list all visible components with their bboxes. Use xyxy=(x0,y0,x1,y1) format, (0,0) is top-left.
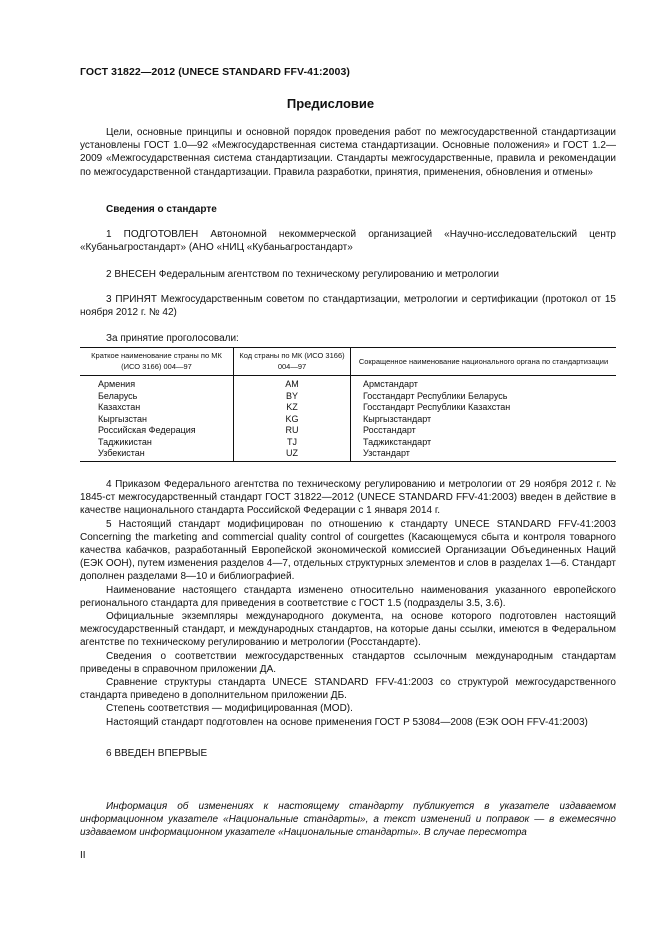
country-cell: Армения xyxy=(98,379,136,389)
intro-block xyxy=(80,126,616,179)
country-cell: Узбекистан xyxy=(80,448,234,461)
vote-label-block xyxy=(80,332,616,345)
code-cell: RU xyxy=(234,425,351,437)
country-cell: Таджикистан xyxy=(98,436,152,447)
section-title: Сведения о стандарте xyxy=(106,204,217,215)
body-cell: Армстандарт xyxy=(351,376,617,391)
paragraph-1: 1 ПОДГОТОВЛЕН Автономной некоммерческой организацией «Научно-исследовательский центр «Кубаньагростандарт» (АНО «НИЦ «Кубаньагростандарт» xyxy=(80,229,616,254)
paragraph-4: 4 Приказом Федерального агентства по техническому регулированию и метрологии от 29 ноября 2012 г. № 1845-ст межгосударственный стандарт ГОСТ 31822—2012 (UNECE STANDARD FFV-41:2003) введен в действие в качестве национального стандарта Российской Федерации с 1 января 2014 г. xyxy=(80,479,616,517)
table-row xyxy=(80,391,616,403)
country-cell: Кыргызстан xyxy=(98,413,147,424)
table-row xyxy=(80,448,616,461)
page-number: II xyxy=(80,850,86,861)
items-continued xyxy=(80,478,616,729)
body-cell: Узстандарт xyxy=(351,448,617,461)
code-cell: KZ xyxy=(234,402,351,414)
code-cell: KG xyxy=(234,414,351,426)
paragraph-2: 2 ВНЕСЕН Федеральным агентством по техническому регулированию и метрологии xyxy=(106,269,499,280)
header-body: Сокращенное наименование национального органа по стандартизации xyxy=(351,348,617,376)
paragraph-5a: Наименование настоящего стандарта изменено относительно наименования указанного европейского регионального стандарта для приведения в соответствие с ГОСТ 1.5 (подразделы 3.5, 3.6). xyxy=(80,584,616,609)
table-row xyxy=(80,376,616,391)
country-cell: Беларусь xyxy=(98,390,138,401)
item-3 xyxy=(80,293,616,319)
paragraph-5b: Официальные экземпляры международного документа, на основе которого подготовлен настоящий межгосударственный стандарт, и международных стандартов, на которые даны ссылки, имеются в Федеральном агентстве по техническому регулированию и метрологии (Росстандарте). xyxy=(80,611,616,649)
vote-label: За принятие проголосовали: xyxy=(106,333,239,344)
item-2 xyxy=(80,268,616,281)
table-row xyxy=(80,437,616,449)
table-row xyxy=(80,402,616,414)
body-cell: Кыргызстандарт xyxy=(351,414,617,426)
body-cell: Госстандарт Республики Казахстан xyxy=(351,402,617,414)
page-title: Предисловие xyxy=(286,96,375,111)
body-cell: Госстандарт Республики Беларусь xyxy=(351,391,617,403)
intro-paragraph: Цели, основные принципы и основной порядок проведения работ по межгосударственной стандартизации установлены ГОСТ 1.0—92 «Межгосударственная система стандартизации. Основные положения» и ГОСТ 1.2—2009 «Межгосударственная система стандартизации. Стандарты межгосударственные, правила и рекомендации по межгосударственной стандартизации. Правила разработки, принятия, применения, обновления и отмены» xyxy=(80,127,616,178)
notice-block xyxy=(80,800,616,840)
country-cell: Казахстан xyxy=(98,402,141,412)
standard-header: ГОСТ 31822—2012 (UNECE STANDARD FFV-41:2003) xyxy=(80,66,351,78)
paragraph-5d: Сравнение структуры стандарта UNECE STANDARD FFV-41:2003 со структурой межгосударственного стандарта приведено в дополнительном приложении ДБ. xyxy=(80,677,616,702)
body-cell: Росстандарт xyxy=(351,425,617,437)
code-cell: BY xyxy=(234,391,351,403)
paragraph-5: 5 Настоящий стандарт модифицирован по отношению к стандарту UNECE STANDARD FFV-41:2003 Concerning the marketing and commercial quality control of courgettes (Касающемуся сбыта и контроля товарного качества кабачков, разработанный Европейской экономической комиссией Организации Объединенных Наций (ЕЭК ООН), путем изменения разделов 4—7, отдельных структурных элементов и слов в разделах 1—6. Стандарт дополнен разделами 8—10 и библиографией. xyxy=(80,518,616,583)
table-row xyxy=(80,414,616,426)
voting-table xyxy=(80,347,616,462)
table-header-row xyxy=(80,348,616,376)
code-cell: AM xyxy=(234,376,351,391)
code-cell: TJ xyxy=(234,437,351,449)
item-6 xyxy=(80,747,616,760)
paragraph-5c: Сведения о соответствии межгосударственных стандартов ссылочным международным стандартам приведены в справочном приложении ДА. xyxy=(80,650,616,675)
item-1 xyxy=(80,228,616,254)
paragraph-3: 3 ПРИНЯТ Межгосударственным советом по стандартизации, метрологии и сертификации (протокол от 15 ноября 2012 г. № 42) xyxy=(80,294,616,319)
country-cell: Российская Федерация xyxy=(98,425,196,435)
notice-paragraph: Информация об изменениях к настоящему стандарту публикуется в указателе издаваемом информационном указателе «Национальные стандарты», а текст изменений и поправок — в ежемесячно издаваемом информационном указателе «Национальные стандарты». В случае пересмотра xyxy=(80,801,616,839)
body-cell: Таджикстандарт xyxy=(351,437,617,449)
paragraph-6: 6 ВВЕДЕН ВПЕРВЫЕ xyxy=(106,748,208,759)
paragraph-5e: Степень соответствия — модифицированная (MOD). xyxy=(106,703,353,715)
code-cell: UZ xyxy=(234,448,351,461)
table-row xyxy=(80,425,616,437)
header-code: Код страны по МК (ИСО 3166) 004—97 xyxy=(234,348,351,376)
header-country: Краткое наименование страны по МК (ИСО 3166) 004—97 xyxy=(80,348,234,376)
paragraph-5f: Настоящий стандарт подготовлен на основе применения ГОСТ Р 53084—2008 (ЕЭК ООН FFV-41:2003) xyxy=(106,716,588,728)
